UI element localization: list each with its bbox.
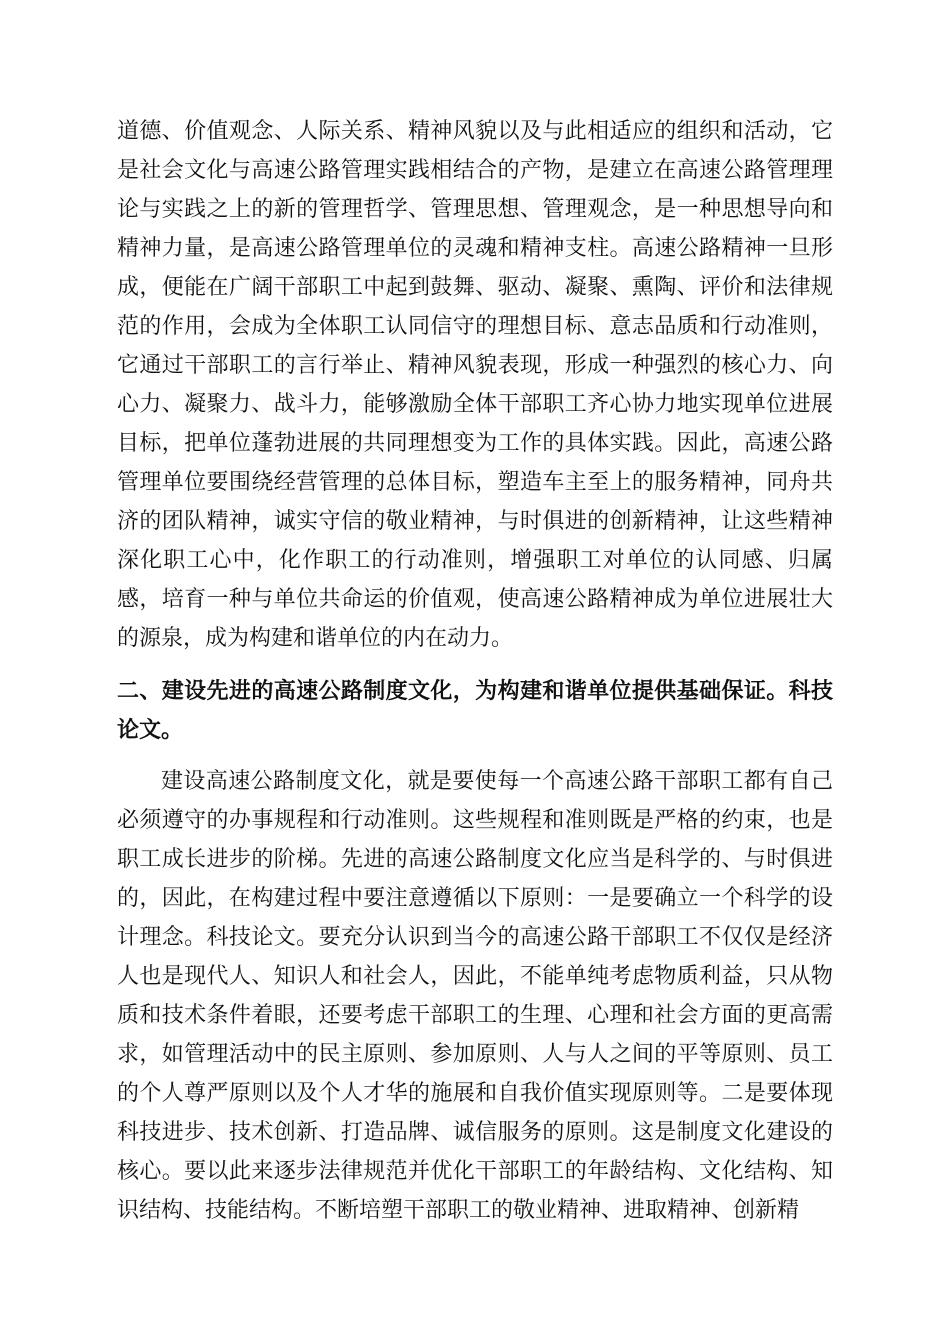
document-page — [117, 112, 833, 1230]
section-heading-2: 二、建设先进的高速公路制度文化，为构建和谐单位提供基础保证。科技论文。 — [117, 679, 833, 743]
body-paragraph-continued: 道德、价值观念、人际关系、精神风貌以及与此相适应的组织和活动，它是社会文化与高速公路管理实践相结合的产物，是建立在高速公路管理理论与实践之上的新的管理哲学、管理思想、管理观念，是一种思想导向和精神力量，是高速公路管理单位的灵魂和精神支柱。高速公路精神一旦形成，便能在广阔干部职工中起到鼓舞、驱动、凝聚、熏陶、评价和法律规范的作用，会成为全体职工认同信守的理想目标、意志品质和行动准则，它通过干部职工的言行举止、精神风貌表现，形成一种强烈的核心力、向心力、凝聚力、战斗力，能够激励全体干部职工齐心协力地实现单位进展目标，把单位蓬勃进展的共同理想变为工作的具体实践。因此，高速公路管理单位要围绕经营管理的总体目标，塑造车主至上的服务精神，同舟共济的团队精神，诚实守信的敬业精神，与时俱进的创新精神，让这些精神深化职工心中，化作职工的行动准则，增强职工对单位的认同感、归属感，培育一种与单位共命运的价值观，使高速公路精神成为单位进展壮大的源泉，成为构建和谐单位的内在动力。 — [117, 119, 833, 651]
body-paragraph-section-2: 建设高速公路制度文化，就是要使每一个高速公路干部职工都有自己必须遵守的办事规程和行动准则。这些规程和准则既是严格的约束，也是职工成长进步的阶梯。先进的高速公路制度文化应当是科学的、与时俱进的，因此，在构建过程中要注意遵循以下原则：一是要确立一个科学的设计理念。科技论文。要充分认识到当今的高速公路干部职工不仅仅是经济人也是现代人、知识人和社会人，因此，不能单纯考虑物质利益，只从物质和技术条件着眼，还要考虑干部职工的生理、心理和社会方面的更高需求，如管理活动中的民主原则、参加原则、人与人之间的平等原则、员工的个人尊严原则以及个人才华的施展和自我价值实现原则等。二是要体现科技进步、技术创新、打造品牌、诚信服务的原则。这是制度文化建设的核心。要以此来逐步法律规范并优化干部职工的年龄结构、文化结构、知识结构、技能结构。不断培塑干部职工的敬业精神、进取精神、创新精 — [117, 769, 833, 1223]
